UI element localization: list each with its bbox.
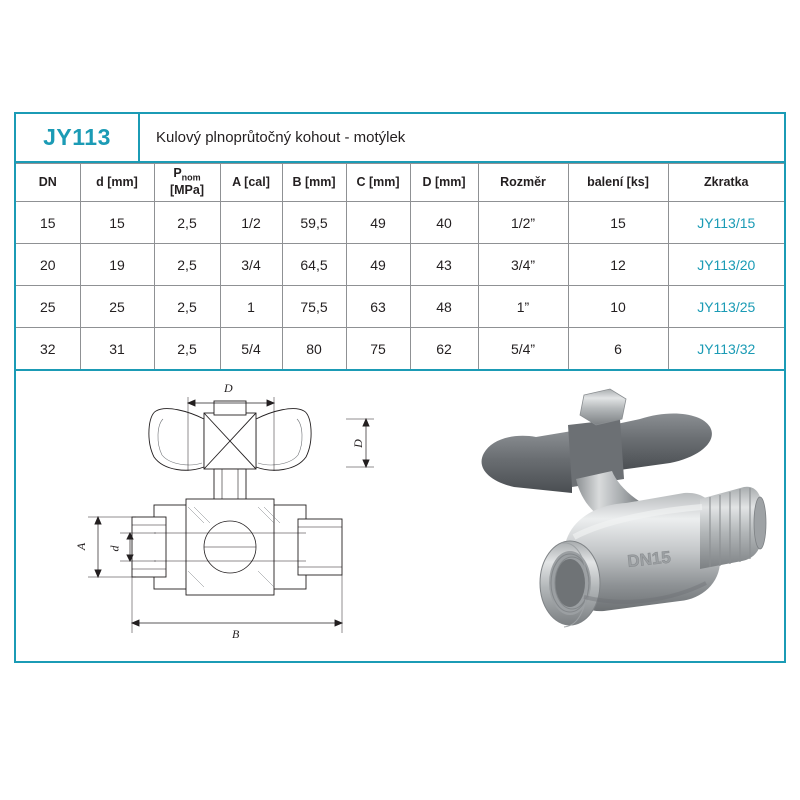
col-pnom-sub: nom: [181, 172, 201, 183]
cell-zkratka: JY113/25: [668, 286, 784, 328]
dim-label-d-top: D: [224, 381, 233, 395]
col-zkratka: Zkratka: [668, 164, 784, 202]
cell-pnom: 2,5: [154, 286, 220, 328]
cell-d: 25: [80, 286, 154, 328]
sheet-header: [16, 114, 784, 163]
table-row: [16, 244, 784, 286]
cell-rozmer: 1”: [478, 286, 568, 328]
cell-a: 1/2: [220, 202, 282, 244]
cell-zkratka: JY113/20: [668, 244, 784, 286]
col-dn: DN: [16, 164, 80, 202]
table-header-row: [16, 164, 784, 202]
cell-dn: 25: [16, 286, 80, 328]
cell-b: 64,5: [282, 244, 346, 286]
technical-drawing: [36, 371, 416, 661]
col-a: A [cal]: [220, 164, 282, 202]
cell-pnom: 2,5: [154, 244, 220, 286]
cell-baleni: 6: [568, 328, 668, 370]
col-d: d [mm]: [80, 164, 154, 202]
cell-pnom: 2,5: [154, 202, 220, 244]
dim-label-b-bottom: B: [232, 627, 240, 641]
dim-label-d-inner: d: [107, 545, 122, 552]
cell-b: 59,5: [282, 202, 346, 244]
cell-rozmer: 5/4”: [478, 328, 568, 370]
cell-dn: 20: [16, 244, 80, 286]
product-title: Kulový plnoprůtočný kohout - motýlek: [156, 129, 406, 146]
cell-rozmer: 3/4”: [478, 244, 568, 286]
cell-ddim: 43: [410, 244, 478, 286]
cell-rozmer: 1/2”: [478, 202, 568, 244]
col-baleni: balení [ks]: [568, 164, 668, 202]
cell-ddim: 40: [410, 202, 478, 244]
cell-d: 19: [80, 244, 154, 286]
product-sheet: [14, 112, 786, 663]
col-c: C [mm]: [346, 164, 410, 202]
col-pnom: [154, 164, 220, 202]
table-row: [16, 286, 784, 328]
cell-a: 3/4: [220, 244, 282, 286]
dim-label-d-right: D: [350, 439, 365, 448]
cell-ddim: 48: [410, 286, 478, 328]
cell-b: 80: [282, 328, 346, 370]
cell-baleni: 12: [568, 244, 668, 286]
cell-pnom: 2,5: [154, 328, 220, 370]
dim-label-a-left: A: [74, 542, 89, 551]
spec-table: [16, 163, 784, 369]
cell-a: 5/4: [220, 328, 282, 370]
cell-zkratka: JY113/32: [668, 328, 784, 370]
col-ddim: D [mm]: [410, 164, 478, 202]
col-b: B [mm]: [282, 164, 346, 202]
product-code: JY113: [16, 114, 140, 161]
col-rozmer: Rozměr: [478, 164, 568, 202]
cell-zkratka: JY113/15: [668, 202, 784, 244]
table-row: [16, 328, 784, 370]
svg-text:DN15: DN15: [626, 547, 672, 571]
valve-photo-illustration: [444, 375, 774, 655]
figures-area: [16, 369, 784, 661]
cell-a: 1: [220, 286, 282, 328]
col-pnom-unit: [MPa]: [169, 182, 205, 197]
cell-dn: 15: [16, 202, 80, 244]
cell-baleni: 15: [568, 202, 668, 244]
cell-c: 63: [346, 286, 410, 328]
cell-dn: 32: [16, 328, 80, 370]
col-pnom-main: P: [173, 166, 182, 181]
cell-b: 75,5: [282, 286, 346, 328]
table-row: [16, 202, 784, 244]
cell-c: 75: [346, 328, 410, 370]
cell-c: 49: [346, 244, 410, 286]
product-photo: [444, 375, 774, 655]
cell-ddim: 62: [410, 328, 478, 370]
cell-baleni: 10: [568, 286, 668, 328]
cell-c: 49: [346, 202, 410, 244]
cell-d: 15: [80, 202, 154, 244]
cell-d: 31: [80, 328, 154, 370]
valve-line-drawing: [36, 371, 416, 661]
